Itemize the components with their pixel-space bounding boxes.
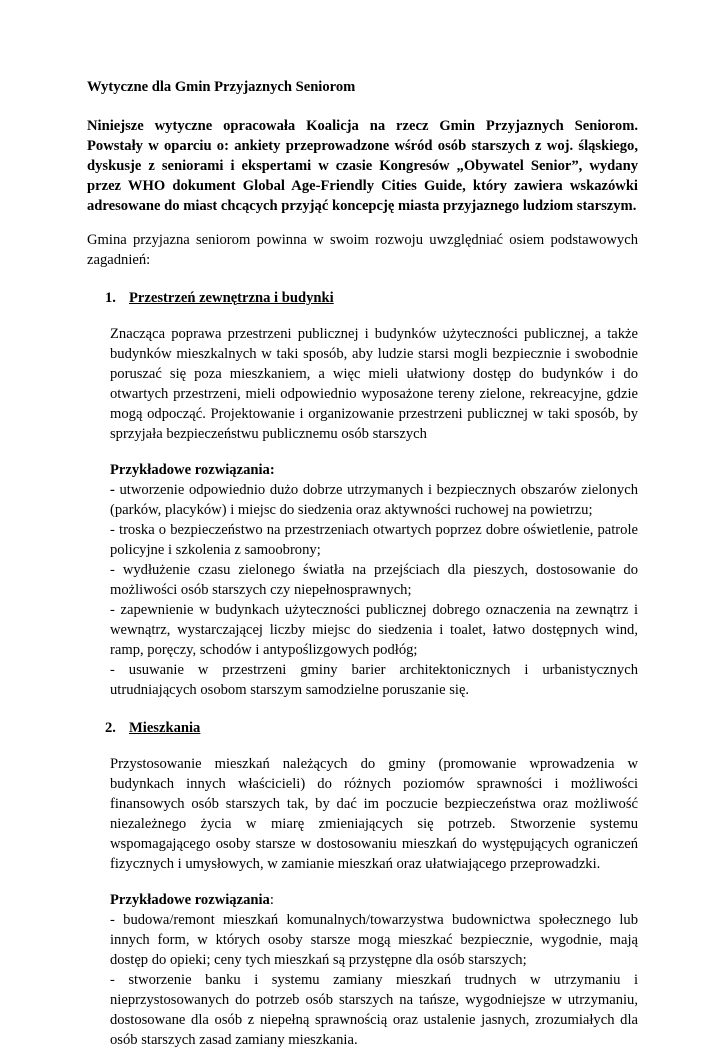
solutions-title: Przykładowe rozwiązania: [110, 892, 274, 908]
section-body: Znacząca poprawa przestrzeni publicznej i budynków użyteczności publicznej, a także budynków mieszkalnych w taki sposób, aby ludzie starsi mogli bezpiecznie i swobodnie poruszać się poza mieszkaniem, a więc mieli ułatwiony dostęp do budynków i do otwartych przestrzeni, mieli odpowiednio wyposażone tereny zielone, rekreacyjne, gdzie mogą odpocząć. Projektowanie i organizowanie przestrzeni publicznej w taki sposób, by sprzyjała bezpieczeństwu publicznemu osób starszych [110, 326, 638, 442]
section-number: 2. [105, 720, 116, 736]
solution-item: - budowa/remont mieszkań komunalnych/towarzystwa budownictwa społecznego lub innych form, w których osoby starsze mogą mieszkać bezpiecznie, wygodnie, mają dostęp do opieki; ceny tych mieszkań są przystępne dla osób starszych; [110, 912, 638, 968]
section-heading [105, 288, 638, 308]
section-housing [87, 718, 638, 1050]
section-heading [105, 718, 638, 738]
solution-item: - troska o bezpieczeństwo na przestrzeniach otwartych poprzez dobre oświetlenie, patrole policyjne i szkolenia z samoobrony; [110, 522, 638, 558]
solution-item: - utworzenie odpowiednio dużo dobrze utrzymanych i bezpiecznych obszarów zielonych (parków, placyków) i miejsc do siedzenia oraz aktywności ruchowej na powietrzu; [110, 482, 638, 518]
document-page [87, 78, 638, 1050]
intro-bold-paragraph: Niniejsze wytyczne opracowała Koalicja na rzecz Gmin Przyjaznych Seniorom. Powstały w oparciu o: ankiety przeprowadzone wśród osób starszych z woj. śląskiego, dyskusje z seniorami i ekspertami w czasie Kongresów „Obywatel Senior”, wydany przez WHO dokument Global Age-Friendly Cities Guide, który zawiera wskazówki adresowane do miast chcących przyjąć koncepcję miasta przyjaznego ludziom starszym. [87, 118, 638, 214]
solution-item: - zapewnienie w budynkach użyteczności publicznej dobrego oznaczenia na zewnątrz i wewnątrz, wystarczającej liczby miejsc do siedzenia i toalet, łatwo dostępnych wind, ramp, poręczy, schodów i antypoślizgowych podłóg; [110, 602, 638, 658]
section-title: Mieszkania [129, 720, 201, 736]
intro-paragraph: Gmina przyjazna seniorom powinna w swoim rozwoju uwzględniać osiem podstawowych zagadnień: [87, 232, 638, 268]
section-outdoor-spaces [87, 288, 638, 700]
solution-item: - wydłużenie czasu zielonego światła na przejściach dla pieszych, dostosowanie do możliwości osób starszych czy niepełnosprawnych; [110, 562, 638, 598]
solution-item: - stworzenie banku i systemu zamiany mieszkań trudnych w utrzymaniu i nieprzystosowanych do potrzeb osób starszych na tańsze, wygodniejsze w utrzymaniu, dostosowane dla osób z niepełną sprawnością oraz ustalenie jasnych, zrozumiałych dla osób starszych zasad zamiany mieszkania. [110, 972, 638, 1048]
solutions-title: Przykładowe rozwiązania: [110, 462, 275, 478]
section-body: Przystosowanie mieszkań należących do gminy (promowanie wprowadzenia w budynkach innych właścicieli) do różnych poziomów sprawności i możliwości finansowych osób starszych tak, by dać im poczucie bezpieczeństwa oraz możliwość niezależnego życia w miarę zmieniających się potrzeb. Stworzenie systemu wspomagającego osoby starsze w dostosowaniu mieszkań do występujących ograniczeń fizycznych i umysłowych, w zamianie mieszkań oraz ułatwiającego przeprowadzki. [110, 756, 638, 872]
document-title: Wytyczne dla Gmin Przyjaznych Seniorom [87, 79, 356, 95]
solution-item: - usuwanie w przestrzeni gminy barier architektonicznych i urbanistycznych utrudniających osobom starszym samodzielne poruszanie się. [110, 662, 638, 698]
section-title: Przestrzeń zewnętrzna i budynki [129, 290, 334, 306]
section-number: 1. [105, 290, 116, 306]
